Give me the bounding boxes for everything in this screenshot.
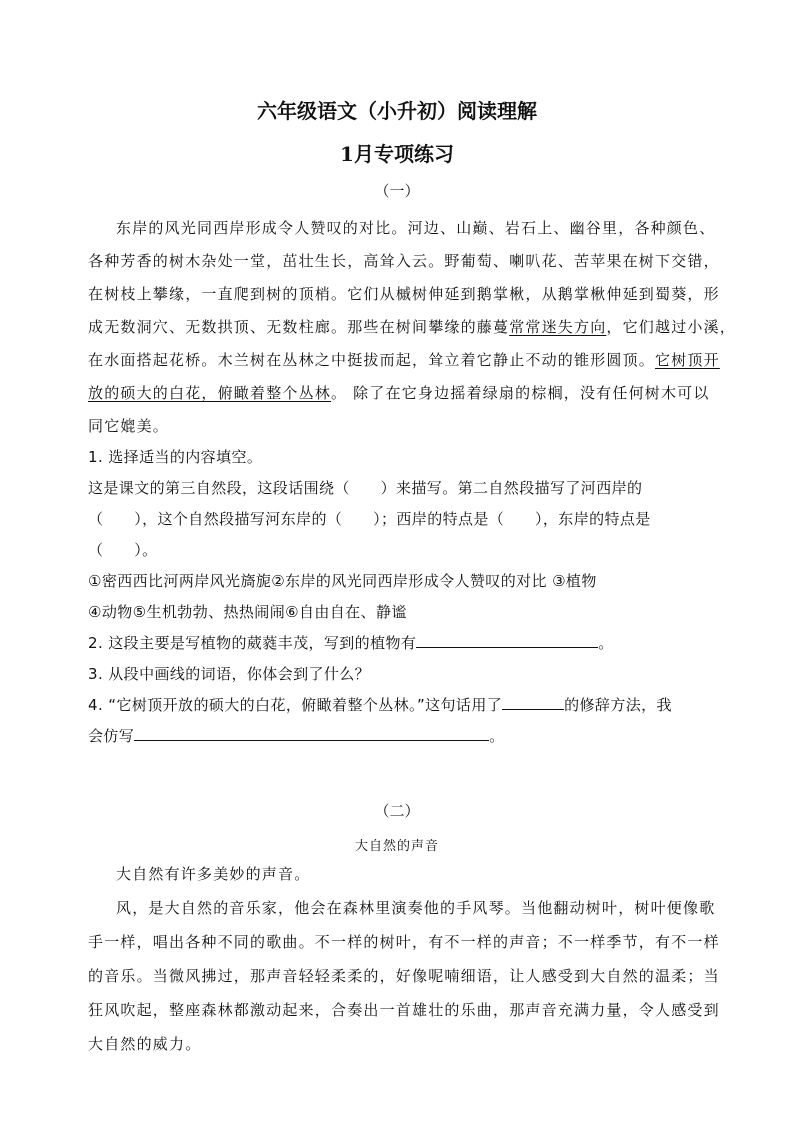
question-4-text: 4. “它树顶开放的硕大的白花，俯瞰着整个丛林。”这句话用了 — [88, 696, 503, 714]
passage-text: 在水面搭起花桥。木兰树在丛林之中挺拔而起，耸立着它静止不动的锥形圆顶。 — [88, 351, 656, 369]
worksheet-title: 六年级语文（小升初）阅读理解 — [257, 99, 537, 123]
passage-line: 在树枝上攀缘，一直爬到树的顶梢。它们从槭树伸延到鹅掌楸，从鹅掌楸伸延到蜀葵，形 — [88, 285, 720, 303]
question-4-imitate — [88, 725, 713, 746]
passage-text: 成无数洞穴、无数拱顶、无数柱廊。那些在树间攀缘的藤蔓 — [88, 318, 510, 336]
passage-line: 狂风吹起，整座森林都激动起来，合奏出一首雄壮的乐曲，那声音充满力量，令人感受到 — [88, 1001, 720, 1019]
passage-line: 大自然的威力。 — [88, 1035, 202, 1053]
question-2 — [88, 632, 713, 653]
passage-line: 风，是大自然的音乐家，他会在森林里演奏他的手风琴。当他翻动树叶，树叶便像歌 — [116, 899, 716, 917]
question-3: 3. 从段中画线的词语，你体会到了什么？ — [88, 665, 371, 683]
answer-blank[interactable] — [134, 739, 489, 741]
question-2-end: 。 — [598, 634, 614, 652]
passage-text: 。 除了在它身边摇着绿扇的棕榈，没有任何树木可以 — [331, 384, 710, 402]
passage-line: 各种芳香的树木杂处一堂，茁壮生长，高耸入云。野葡萄、喇叭花、苦苹果在树下交错， — [88, 252, 720, 270]
section-label-one: （一） — [374, 182, 420, 200]
question-2-text: 2. 这段主要是写植物的葳蕤丰茂，写到的植物有 — [88, 634, 417, 652]
section-label-two: （二） — [374, 802, 420, 820]
question-1-line: （ ）。 — [88, 541, 158, 559]
passage-line — [88, 349, 720, 370]
underlined-sentence: 放的硕大的白花，俯瞰着整个丛林 — [88, 384, 332, 402]
question-4-text: 的修辞方法，我 — [564, 696, 672, 714]
question-1-line: （ ），这个自然段描写河东岸的（ ）；西岸的特点是（ ），东岸的特点是 — [88, 510, 651, 528]
passage-line: 东岸的风光同西岸形成令人赞叹的对比。河边、山巅、岩石上、幽谷里，各种颜色、 — [116, 219, 716, 237]
question-1-options: ④动物⑤生机勃勃、热热闹闹⑥自由自在、静谧 — [88, 603, 407, 621]
worksheet-subtitle-month: 1月专项练习 — [340, 142, 454, 166]
question-1-options: ①密西西比河两岸风光旖旎②东岸的风光同西岸形成令人赞叹的对比 ③植物 — [88, 572, 597, 590]
passage-line — [88, 382, 713, 403]
question-4-end: 。 — [489, 727, 505, 745]
question-4 — [88, 694, 713, 715]
question-1-line: 这是课文的第三自然段，这段话围绕（ ）来描写。第二自然段描写了河西岸的 — [88, 479, 643, 497]
passage-line: 手一样，唱出各种不同的歌曲。不一样的树叶，有不一样的声音；不一样季节，有不一样 — [88, 933, 720, 951]
answer-blank[interactable] — [416, 646, 598, 648]
passage-line: 大自然有许多美妙的声音。 — [116, 865, 311, 883]
passage-text: ，它们越过小溪， — [606, 318, 737, 336]
passage-line: 的音乐。当微风拂过，那声音轻轻柔柔的，好像呢喃细语，让人感受到大自然的温柔；当 — [88, 967, 720, 985]
question-1-stem: 1. 选择适当的内容填空。 — [88, 448, 263, 466]
question-4-text: 会仿写 — [88, 727, 135, 745]
underlined-sentence: 它树顶开 — [655, 351, 720, 369]
passage-line — [88, 316, 737, 337]
answer-blank[interactable] — [502, 708, 564, 710]
underlined-phrase: 常常迷失方向 — [509, 318, 607, 336]
passage-title: 大自然的声音 — [354, 839, 439, 854]
passage-line: 同它媲美。 — [88, 417, 170, 435]
